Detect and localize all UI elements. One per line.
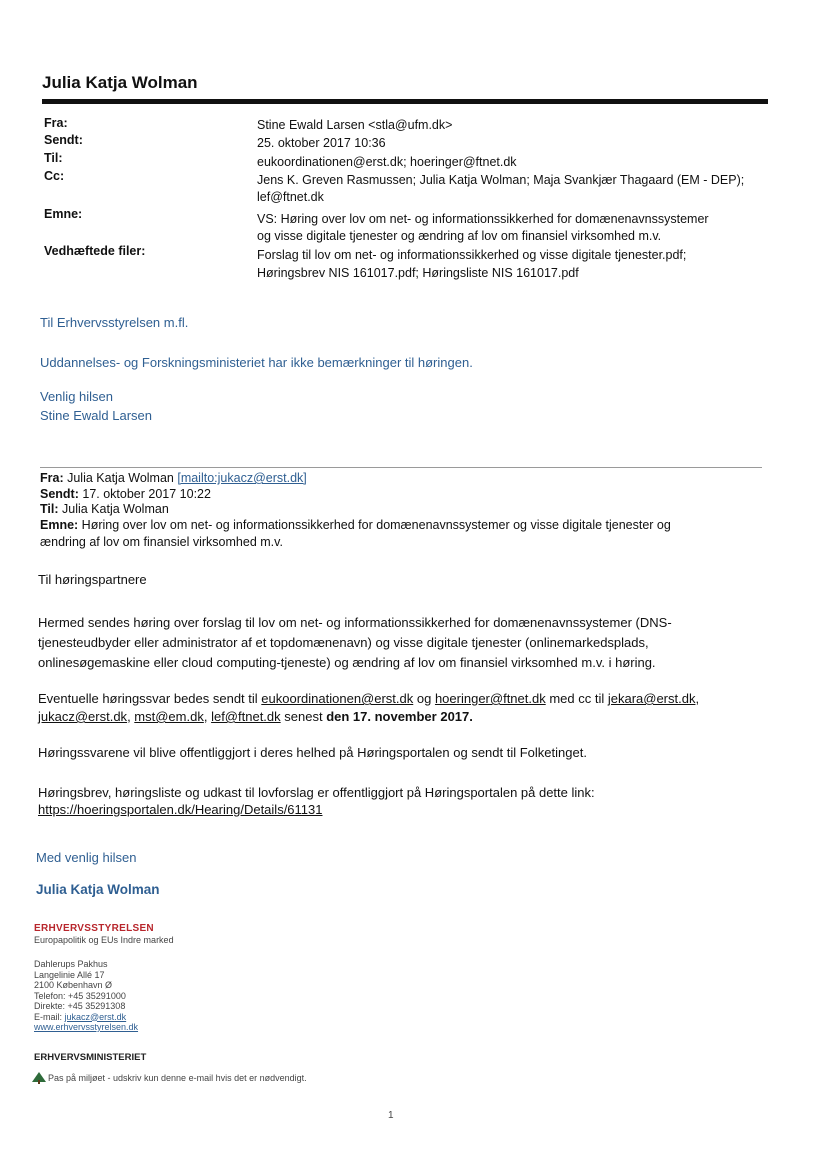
page-title: Julia Katja Wolman bbox=[42, 73, 198, 92]
fwd-mailto-link[interactable]: [mailto:jukacz@erst.dk] bbox=[177, 471, 307, 485]
fwd-from-label: Fra: bbox=[40, 471, 64, 485]
page-number: 1 bbox=[388, 1110, 394, 1121]
p2-text-b: og bbox=[413, 691, 435, 706]
body-p1-line3: onlinesøgemaskine eller cloud computing-tjeneste) og ændring af lov om finansiel virksomhed m.v. i høring. bbox=[38, 655, 656, 670]
fwd-sent-label: Sendt: bbox=[40, 487, 79, 501]
body-p1-line2: tjenesteudbyder eller administrator af et topdomænenavn) og visse digitale tjenester (onlinemarkedsplads, bbox=[38, 635, 649, 650]
deadline: den 17. november 2017. bbox=[326, 709, 473, 724]
sent-value: 25. oktober 2017 10:36 bbox=[257, 136, 386, 150]
sig-dept: Europapolitik og EUs Indre marked bbox=[34, 935, 174, 945]
p2-text-c: med cc til bbox=[545, 691, 608, 706]
sig-email-label: E-mail: bbox=[34, 1011, 65, 1022]
sig-org: ERHVERVSSTYRELSEN bbox=[34, 923, 154, 934]
sig-ministry: ERHVERVSMINISTERIET bbox=[34, 1052, 147, 1063]
link-jekara[interactable]: jekara@erst.dk bbox=[607, 691, 696, 706]
tree-icon bbox=[30, 1070, 48, 1086]
fwd-subject-line2: ændring af lov om finansiel virksomhed m.v. bbox=[40, 535, 283, 549]
sent-label: Sendt: bbox=[44, 133, 83, 147]
body-p3: Høringssvarene vil blive offentliggjort i deres helhed på Høringsportalen og sendt til Folketinget. bbox=[38, 745, 587, 760]
link-lef[interactable]: lef@ftnet.dk bbox=[211, 709, 281, 724]
sig-address bbox=[34, 959, 138, 1033]
fwd-subject-value: Høring over lov om net- og informationssikkerhed for domænenavnssystemer og visse digitale tjenester og bbox=[78, 518, 671, 532]
env-note: Pas på miljøet - udskriv kun denne e-mail hvis det er nødvendigt. bbox=[48, 1073, 307, 1083]
sig-name: Julia Katja Wolman bbox=[36, 882, 160, 897]
body-p4-link-line bbox=[38, 801, 768, 818]
body-p1-line1: Hermed sendes høring over forslag til lov om net- og informationssikkerhed for domænenavnssystemer (DNS- bbox=[38, 615, 672, 630]
reply-body: Uddannelses- og Forskningsministeriet har ikke bemærkninger til høringen. bbox=[40, 355, 473, 370]
hoeringsportalen-link[interactable]: https://hoeringsportalen.dk/Hearing/Details/61131 bbox=[38, 802, 323, 817]
to-value: eukoordinationen@erst.dk; hoeringer@ftnet.dk bbox=[257, 155, 517, 169]
reply-signer: Stine Ewald Larsen bbox=[40, 408, 153, 423]
link-eukoordinationen[interactable]: eukoordinationen@erst.dk bbox=[261, 691, 414, 706]
attachments-label: Vedhæftede filer: bbox=[44, 244, 146, 258]
link-hoeringer[interactable]: hoeringer@ftnet.dk bbox=[434, 691, 546, 706]
fwd-to-label: Til: bbox=[40, 502, 59, 516]
attachments-value-line2: Høringsbrev NIS 161017.pdf; Høringsliste NIS 161017.pdf bbox=[257, 266, 579, 280]
sig-email-line bbox=[34, 1012, 138, 1023]
sig-web-link[interactable]: www.erhvervsstyrelsen.dk bbox=[34, 1022, 139, 1032]
sig-direct: Direkte: +45 35291308 bbox=[34, 1001, 126, 1011]
p2-text-a: Eventuelle høringssvar bedes sendt til bbox=[38, 691, 262, 706]
sig-closing: Med venlig hilsen bbox=[36, 850, 137, 865]
title-rule bbox=[42, 99, 768, 104]
fwd-to-line bbox=[40, 502, 169, 516]
sig-phone: Telefon: +45 35291000 bbox=[34, 990, 126, 1001]
fwd-from-name: Julia Katja Wolman bbox=[63, 471, 178, 485]
to-label: Til: bbox=[44, 151, 63, 165]
sig-web-line bbox=[34, 1022, 138, 1033]
fwd-sent-line bbox=[40, 487, 211, 501]
fwd-sent-value: 17. oktober 2017 10:22 bbox=[78, 487, 211, 501]
p2-text-f: , bbox=[203, 709, 212, 724]
subject-value-line1: VS: Høring over lov om net- og informationssikkerhed for domænenavnssystemer bbox=[257, 212, 709, 226]
subject-value-line2: og visse digitale tjenester og ændring af lov om finansiel virksomhed m.v. bbox=[257, 229, 662, 243]
sig-email-link[interactable]: jukacz@erst.dk bbox=[64, 1011, 127, 1022]
fwd-from-line bbox=[40, 471, 307, 485]
attachments-value-line1: Forslag til lov om net- og informationssikkerhed og visse digitale tjenester.pdf; bbox=[257, 248, 687, 262]
forward-divider bbox=[40, 467, 762, 468]
from-label: Fra: bbox=[44, 116, 68, 130]
p2-text-g: senest bbox=[280, 709, 327, 724]
fwd-subject-label: Emne: bbox=[40, 518, 79, 532]
fwd-to-value: Julia Katja Wolman bbox=[58, 502, 169, 516]
fwd-subject-line bbox=[40, 518, 780, 532]
sig-addr1: Dahlerups Pakhus bbox=[34, 959, 108, 969]
body-salutation: Til høringspartnere bbox=[38, 572, 147, 587]
link-jukacz[interactable]: jukacz@erst.dk bbox=[38, 709, 128, 724]
subject-label: Emne: bbox=[44, 207, 83, 221]
cc-value-line2: lef@ftnet.dk bbox=[257, 190, 324, 204]
body-p2-line1 bbox=[38, 690, 768, 707]
sig-addr2: Langelinie Allé 17 bbox=[34, 969, 105, 980]
body-p2-line2 bbox=[38, 708, 768, 725]
cc-label: Cc: bbox=[44, 169, 65, 183]
reply-closing: Venlig hilsen bbox=[40, 389, 113, 404]
p2-text-d: , bbox=[695, 691, 700, 706]
sig-addr3: 2100 København Ø bbox=[34, 980, 113, 990]
reply-greeting: Til Erhvervsstyrelsen m.fl. bbox=[40, 315, 189, 330]
p2-text-e: , bbox=[127, 709, 135, 724]
from-value: Stine Ewald Larsen <stla@ufm.dk> bbox=[257, 118, 453, 132]
cc-value-line1: Jens K. Greven Rasmussen; Julia Katja Wolman; Maja Svankjær Thagaard (EM - DEP); bbox=[257, 173, 745, 187]
link-mst[interactable]: mst@em.dk bbox=[134, 709, 204, 724]
body-p4: Høringsbrev, høringsliste og udkast til lovforslag er offentliggjort på Høringsportalen på dette link: bbox=[38, 785, 595, 800]
env-note-line bbox=[30, 1070, 307, 1086]
